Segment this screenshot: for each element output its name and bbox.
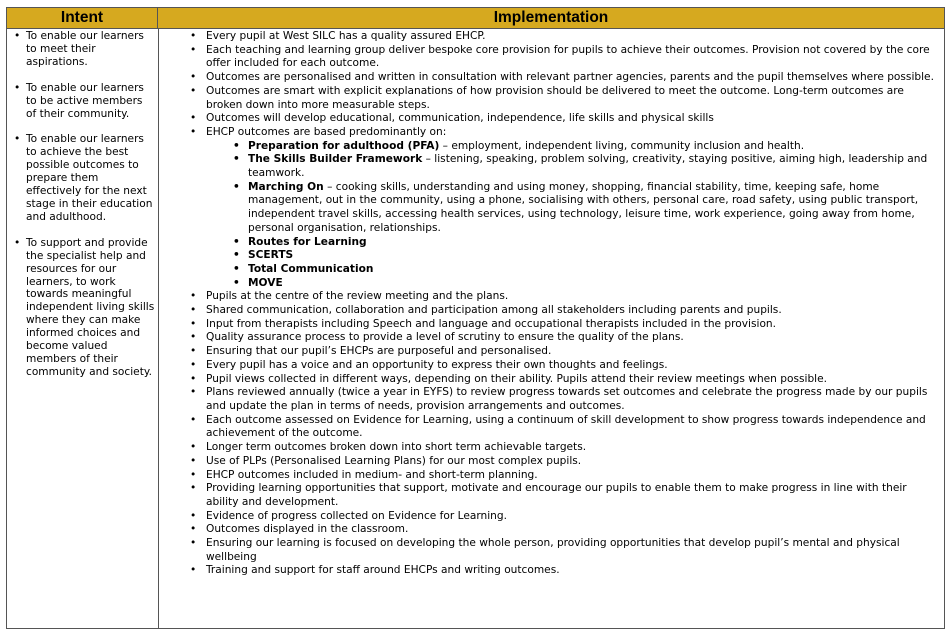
framework-item (206, 249, 940, 263)
impl-item: • Outcomes are personalised and written in consultation with relevant partner agencies, parents and the pupil themselves where possible. (165, 71, 940, 85)
impl-item: • Every pupil has a voice and an opportunity to express their own thoughts and feelings. (165, 359, 940, 373)
framework-name: Total Communication (248, 262, 374, 275)
impl-item: • Plans reviewed annually (twice a year in EYFS) to review progress towards set outcomes and celebrate the progress made by our pupils and update the plan in terms of needs, provision arrangements and outcomes. (165, 386, 940, 413)
impl-item: • Longer term outcomes broken down into short term achievable targets. (165, 441, 940, 455)
impl-item: • Shared communication, collaboration and participation among all stakeholders including parents and pupils. (165, 304, 940, 318)
framework-name: MOVE (248, 276, 283, 289)
framework-desc: – listening, speaking, problem solving, creativity, staying positive, aiming high, leadership and teamwork. (248, 153, 928, 180)
intent-item: • To support and provide the specialist help and resources for our learners, to work towards meaningful independent living skills where they can make informed choices and become valued members of their community and society. (10, 237, 155, 379)
framework-name: Routes for Learning (248, 235, 367, 248)
impl-item: • Quality assurance process to provide a level of scrutiny to ensure the quality of the plans. (165, 331, 940, 345)
framework-item (206, 140, 940, 154)
impl-item: • Each outcome assessed on Evidence for Learning, using a continuum of skill development to show progress towards independence and achievement of the outcome. (165, 414, 940, 441)
implementation-header: Implementation (158, 8, 944, 29)
impl-item: • Outcomes are smart with explicit explanations of how provision should be delivered to meet the outcome. Long-term outcomes are broken down into more measurable steps. (165, 85, 940, 112)
framework-name: SCERTS (248, 249, 294, 262)
framework-item (206, 263, 940, 277)
framework-desc: – employment, independent living, community inclusion and health. (439, 139, 805, 152)
impl-item: • Evidence of progress collected on Evidence for Learning. (165, 510, 940, 524)
intent-column (10, 30, 155, 392)
intent-implementation-table (6, 7, 945, 629)
impl-item: • Providing learning opportunities that support, motivate and encourage our pupils to enable them to make progress in line with their ability and development. (165, 482, 940, 509)
impl-item-ehcp-basis (165, 126, 940, 290)
impl-item: • Pupil views collected in different ways, depending on their ability. Pupils attend their review meetings when possible. (165, 373, 940, 387)
impl-item: • Outcomes will develop educational, communication, independence, life skills and physical skills (165, 112, 940, 126)
impl-item: • Ensuring that our pupil’s EHCPs are purposeful and personalised. (165, 345, 940, 359)
intent-item: • To enable our learners to achieve the best possible outcomes to prepare them effectively for the next stage in their education and adulthood. (10, 133, 155, 223)
ehcp-framework-list (206, 140, 940, 291)
implementation-list (165, 30, 940, 578)
framework-name: Marching On (248, 180, 324, 193)
impl-item: • Every pupil at West SILC has a quality assured EHCP. (165, 30, 940, 44)
impl-item: • Training and support for staff around EHCPs and writing outcomes. (165, 564, 940, 578)
impl-item: • Ensuring our learning is focused on developing the whole person, providing opportunities that develop pupil’s mental and physical wellbeing (165, 537, 940, 564)
framework-item (206, 236, 940, 250)
column-divider (158, 29, 159, 628)
framework-item (206, 153, 940, 180)
impl-item: • Each teaching and learning group deliver bespoke core provision for pupils to achieve their outcomes. Provision not covered by the core offer included for each outcome. (165, 44, 940, 71)
impl-item-text: EHCP outcomes are based predominantly on: (206, 125, 447, 138)
framework-item (206, 277, 940, 291)
framework-item (206, 181, 940, 236)
impl-item: • Pupils at the centre of the review meeting and the plans. (165, 290, 940, 304)
impl-item: • Input from therapists including Speech and language and occupational therapists included in the provision. (165, 318, 940, 332)
implementation-column (165, 30, 940, 578)
framework-name: Preparation for adulthood (PFA) (248, 139, 440, 152)
impl-item: • Use of PLPs (Personalised Learning Plans) for our most complex pupils. (165, 455, 940, 469)
intent-list (10, 30, 155, 379)
intent-item: • To enable our learners to meet their aspirations. (10, 30, 155, 69)
intent-header: Intent (7, 8, 158, 29)
impl-item: • Outcomes displayed in the classroom. (165, 523, 940, 537)
intent-item: • To enable our learners to be active members of their community. (10, 82, 155, 121)
framework-name: The Skills Builder Framework (248, 153, 423, 166)
impl-item: • EHCP outcomes included in medium- and short-term planning. (165, 469, 940, 483)
framework-desc: – cooking skills, understanding and using money, shopping, financial stability, time, keeping safe, home management, out in the community, using a phone, socialising with others, personal care, road safety, using public transport, independent travel skills, accessing health services, using technology, leisure time, work experience, going away from home, personal organisation, relationships. (248, 180, 919, 234)
